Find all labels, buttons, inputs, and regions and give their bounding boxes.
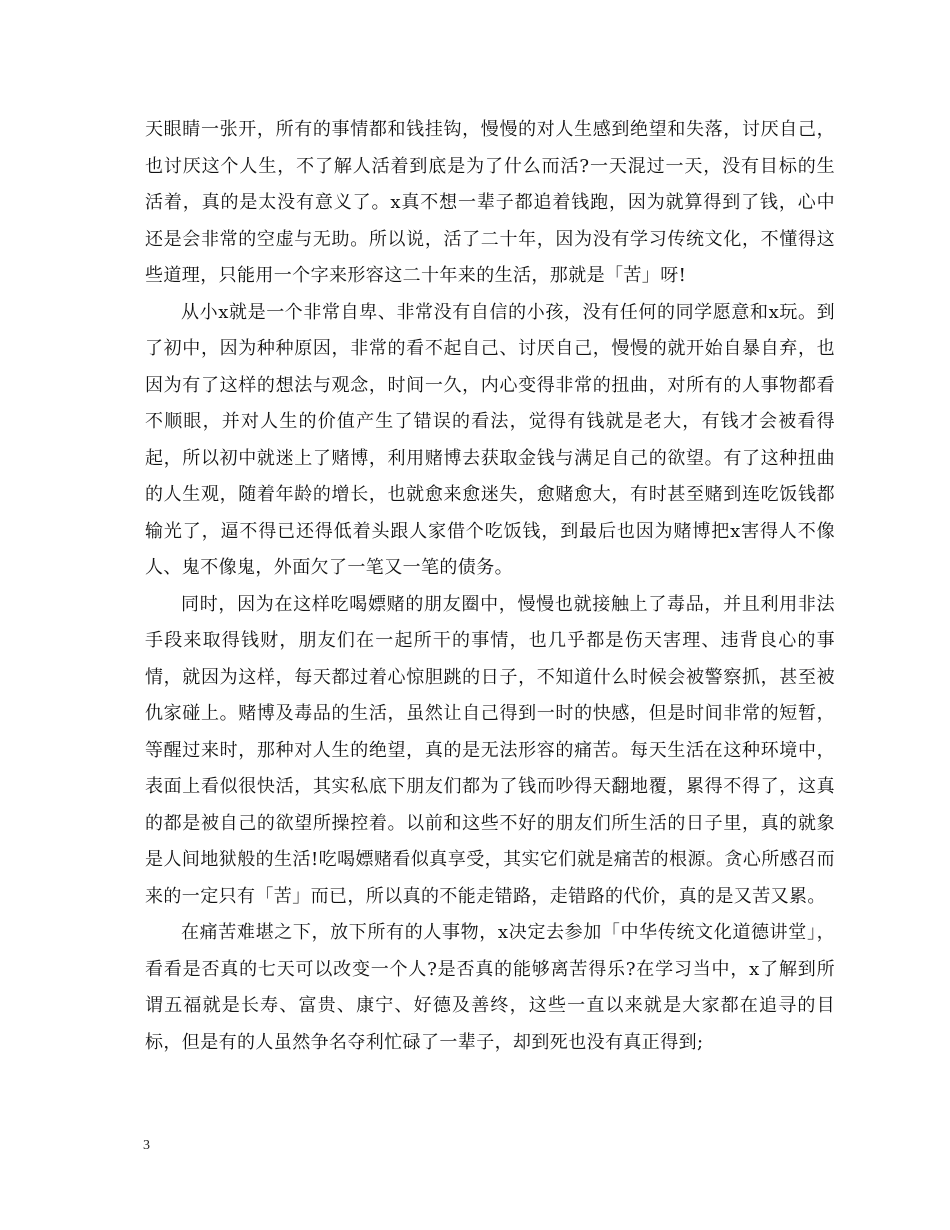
paragraph-1: 天眼睛一张开，所有的事情都和钱挂钩，慢慢的对人生感到绝望和失落，讨厌自己，也讨厌这个人生，不了解人活着到底是为了什么而活?一天混过一天，没有目标的生活着，真的是太没有意义了。x真不想一辈子都追着钱跑，因为就算得到了钱，心中还是会非常的空虚与无助。所以说，活了二十年，因为没有学习传统文化，不懂得这些道理，只能用一个字来形容这二十年来的生活，那就是「苦」呀! [145, 119, 835, 286]
page-number: 3 [143, 1138, 150, 1153]
body-text [145, 112, 835, 1061]
paragraph-4: 在痛苦难堪之下，放下所有的人事物，x决定去参加「中华传统文化道德讲堂」，看看是否真的七天可以改变一个人?是否真的能够离苦得乐?在学习当中，x了解到所谓五福就是长寿、富贵、康宁、好德及善终，这些一直以来就是大家都在追寻的目标，但是有的人虽然争名夺利忙碌了一辈子，却到死也没有真正得到; [145, 922, 835, 1053]
paragraph-2: 从小x就是一个非常自卑、非常没有自信的小孩，没有任何的同学愿意和x玩。到了初中，因为种种原因，非常的看不起自己、讨厌自己，慢慢的就开始自暴自弃，也因为有了这样的想法与观念，时间一久，内心变得非常的扭曲，对所有的人事物都看不顺眼，并对人生的价值产生了错误的看法，觉得有钱就是老大，有钱才会被看得起，所以初中就迷上了赌博，利用赌博去获取金钱与满足自己的欲望。有了这种扭曲的人生观，随着年龄的增长，也就愈来愈迷失，愈赌愈大，有时甚至赌到连吃饭钱都输光了，逼不得已还得低着头跟人家借个吃饭钱，到最后也因为赌博把x害得人不像人、鬼不像鬼，外面欠了一笔又一笔的债务。 [145, 301, 835, 578]
paragraph-3: 同时，因为在这样吃喝嫖赌的朋友圈中，慢慢也就接触上了毒品，并且利用非法手段来取得钱财，朋友们在一起所干的事情，也几乎都是伤天害理、违背良心的事情，就因为这样，每天都过着心惊胆跳的日子，不知道什么时候会被警察抓，甚至被仇家碰上。赌博及毒品的生活，虽然让自己得到一时的快感，但是时间非常的短暂，等醒过来时，那种对人生的绝望，真的是无法形容的痛苦。每天生活在这种环境中，表面上看似很快活，其实私底下朋友们都为了钱而吵得天翻地覆，累得不得了，这真的都是被自己的欲望所操控着。以前和这些不好的朋友们所生活的日子里，真的就象是人间地狱般的生活!吃喝嫖赌看似真享受，其实它们就是痛苦的根源。贪心所感召而来的一定只有「苦」而已，所以真的不能走错路，走错路的代价，真的是又苦又累。 [145, 593, 835, 907]
